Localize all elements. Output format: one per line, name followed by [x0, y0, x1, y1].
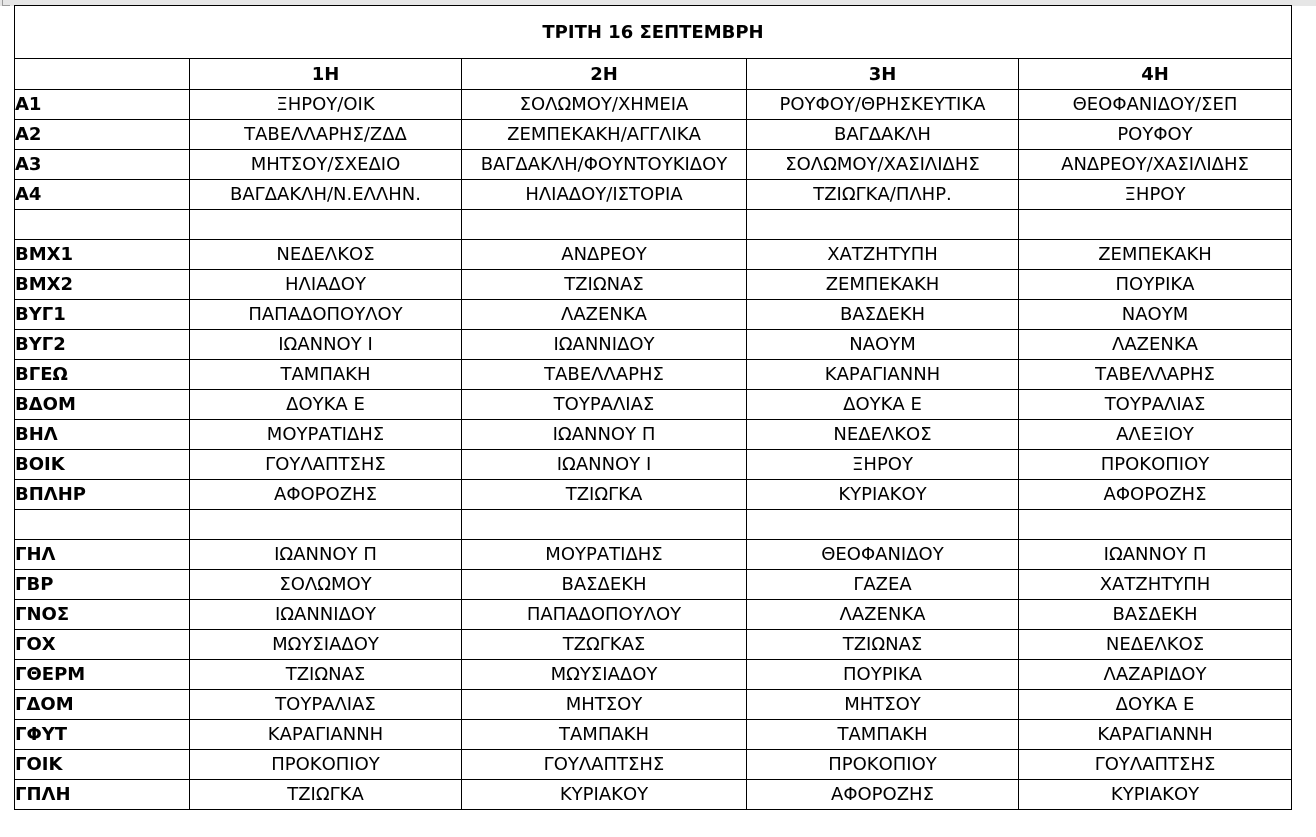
period-cell: ΡΟΥΦΟΥ/ΘΡΗΣΚΕΥΤΙΚΑ [747, 90, 1019, 120]
header-cell-period-4: 4Η [1019, 59, 1292, 90]
period-cell: ΤΖΙΩΝΑΣ [462, 270, 747, 300]
table-row [15, 450, 1292, 480]
period-cell: ΤΖΙΩΓΚΑ/ΠΛΗΡ. [747, 180, 1019, 210]
period-cell: ΙΩΑΝΝΟΥ Ι [190, 330, 462, 360]
empty-cell [15, 510, 190, 540]
header-cell-period-3: 3Η [747, 59, 1019, 90]
class-cell: ΓΦΥΤ [15, 720, 190, 750]
period-cell: ΛΑΖΕΝΚΑ [462, 300, 747, 330]
table-row [15, 180, 1292, 210]
empty-cell [462, 210, 747, 240]
period-cell: ΝΑΟΥΜ [1019, 300, 1292, 330]
period-cell: ΤΖΩΓΚΑΣ [462, 630, 747, 660]
period-cell: ΙΩΑΝΝΟΥ Π [462, 420, 747, 450]
period-cell: ΑΦΟΡΟΖΗΣ [747, 780, 1019, 810]
class-cell: Α1 [15, 90, 190, 120]
period-cell: ΚΑΡΑΓΙΑΝΝΗ [747, 360, 1019, 390]
spacer-row [15, 510, 1292, 540]
schedule-title: ΤΡΙΤΗ 16 ΣΕΠΤΕΜΒΡΗ [15, 6, 1292, 59]
period-cell: ΤΟΥΡΑΛΙΑΣ [190, 690, 462, 720]
class-cell: ΒΥΓ1 [15, 300, 190, 330]
period-cell: ΘΕΟΦΑΝΙΔΟΥ [747, 540, 1019, 570]
class-cell: ΒΜΧ2 [15, 270, 190, 300]
period-cell: ΤΖΙΩΓΚΑ [190, 780, 462, 810]
table-row [15, 750, 1292, 780]
table-row [15, 120, 1292, 150]
period-cell: ΙΩΑΝΝΙΔΟΥ [462, 330, 747, 360]
period-cell: ΠΡΟΚΟΠΙΟΥ [747, 750, 1019, 780]
table-row [15, 270, 1292, 300]
header-cell-class [15, 59, 190, 90]
table-row [15, 780, 1292, 810]
period-cell: ΚΥΡΙΑΚΟΥ [1019, 780, 1292, 810]
class-cell: ΒΜΧ1 [15, 240, 190, 270]
period-cell: ΧΑΤΖΗΤΥΠΗ [1019, 570, 1292, 600]
period-cell: ΔΟΥΚΑ Ε [1019, 690, 1292, 720]
period-cell: ΤΑΜΠΑΚΗ [190, 360, 462, 390]
period-cell: ΙΩΑΝΝΟΥ Π [190, 540, 462, 570]
table-row [15, 540, 1292, 570]
table-row [15, 630, 1292, 660]
period-cell: ΖΕΜΠΕΚΑΚΗ/ΑΓΓΛΙΚΑ [462, 120, 747, 150]
table-row [15, 660, 1292, 690]
period-cell: ΤΑΜΠΑΚΗ [747, 720, 1019, 750]
period-cell: ΜΩΥΣΙΑΔΟΥ [462, 660, 747, 690]
class-cell: ΒΥΓ2 [15, 330, 190, 360]
class-cell: ΓΗΛ [15, 540, 190, 570]
period-cell: ΙΩΑΝΝΟΥ Π [1019, 540, 1292, 570]
period-cell: ΤΖΙΩΓΚΑ [462, 480, 747, 510]
period-cell: ΣΟΛΩΜΟΥ [190, 570, 462, 600]
period-cell: ΝΕΔΕΛΚΟΣ [190, 240, 462, 270]
period-cell: ΓΑΖΕΑ [747, 570, 1019, 600]
period-cell: ΑΦΟΡΟΖΗΣ [190, 480, 462, 510]
table-row [15, 690, 1292, 720]
period-cell: ΠΡΟΚΟΠΙΟΥ [190, 750, 462, 780]
table-row [15, 150, 1292, 180]
period-cell: ΒΑΣΔΕΚΗ [462, 570, 747, 600]
table-row [15, 420, 1292, 450]
period-cell: ΓΟΥΛΑΠΤΣΗΣ [190, 450, 462, 480]
class-cell: ΓΝΟΣ [15, 600, 190, 630]
period-cell: ΜΩΥΣΙΑΔΟΥ [190, 630, 462, 660]
period-cell: ΠΟΥΡΙΚΑ [1019, 270, 1292, 300]
period-cell: ΠΡΟΚΟΠΙΟΥ [1019, 450, 1292, 480]
period-cell: ΒΑΓΔΑΚΛΗ/Ν.ΕΛΛΗΝ. [190, 180, 462, 210]
table-row [15, 330, 1292, 360]
period-cell: ΙΩΑΝΝΙΔΟΥ [190, 600, 462, 630]
period-cell: ΑΛΕΞΙΟΥ [1019, 420, 1292, 450]
empty-cell [1019, 210, 1292, 240]
header-cell-period-1: 1Η [190, 59, 462, 90]
table-move-handle-icon[interactable] [2, 0, 10, 6]
period-cell: ΛΑΖΑΡΙΔΟΥ [1019, 660, 1292, 690]
class-cell: Α2 [15, 120, 190, 150]
period-cell: ΤΖΙΩΝΑΣ [190, 660, 462, 690]
class-cell: ΓΘΕΡΜ [15, 660, 190, 690]
period-cell: ΤΑΜΠΑΚΗ [462, 720, 747, 750]
period-cell: ΚΥΡΙΑΚΟΥ [462, 780, 747, 810]
table-row [15, 720, 1292, 750]
period-cell: ΤΑΒΕΛΛΑΡΗΣ/ΖΔΔ [190, 120, 462, 150]
period-cell: ΗΛΙΑΔΟΥ/ΙΣΤΟΡΙΑ [462, 180, 747, 210]
title-row [15, 6, 1292, 59]
period-cell: ΤΖΙΩΝΑΣ [747, 630, 1019, 660]
spacer-row [15, 210, 1292, 240]
period-cell: ΜΗΤΣΟΥ [462, 690, 747, 720]
period-cell: ΒΑΓΔΑΚΛΗ [747, 120, 1019, 150]
period-cell: ΖΕΜΠΕΚΑΚΗ [747, 270, 1019, 300]
period-cell: ΑΦΟΡΟΖΗΣ [1019, 480, 1292, 510]
period-cell: ΧΑΤΖΗΤΥΠΗ [747, 240, 1019, 270]
period-cell: ΤΟΥΡΑΛΙΑΣ [462, 390, 747, 420]
empty-cell [1019, 510, 1292, 540]
header-cell-period-2: 2Η [462, 59, 747, 90]
class-cell: ΓΠΛΗ [15, 780, 190, 810]
period-cell: ΓΟΥΛΑΠΤΣΗΣ [462, 750, 747, 780]
period-cell: ΠΟΥΡΙΚΑ [747, 660, 1019, 690]
table-row [15, 390, 1292, 420]
class-cell: ΒΓΕΩ [15, 360, 190, 390]
period-cell: ΣΟΛΩΜΟΥ/ΧΑΣΙΛΙΔΗΣ [747, 150, 1019, 180]
period-cell: ΑΝΔΡΕΟΥ/ΧΑΣΙΛΙΔΗΣ [1019, 150, 1292, 180]
period-cell: ΝΕΔΕΛΚΟΣ [1019, 630, 1292, 660]
class-cell: ΒΠΛΗΡ [15, 480, 190, 510]
table-row [15, 570, 1292, 600]
table-row [15, 600, 1292, 630]
period-cell: ΞΗΡΟΥ [747, 450, 1019, 480]
period-cell: ΠΑΠΑΔΟΠΟΥΛΟΥ [462, 600, 747, 630]
period-cell: ΤΑΒΕΛΛΑΡΗΣ [462, 360, 747, 390]
period-cell: ΤΟΥΡΑΛΙΑΣ [1019, 390, 1292, 420]
period-cell: ΔΟΥΚΑ Ε [190, 390, 462, 420]
period-cell: ΑΝΔΡΕΟΥ [462, 240, 747, 270]
period-cell: ΔΟΥΚΑ Ε [747, 390, 1019, 420]
table-row [15, 90, 1292, 120]
period-cell: ΞΗΡΟΥ [1019, 180, 1292, 210]
period-cell: ΗΛΙΑΔΟΥ [190, 270, 462, 300]
period-cell: ΖΕΜΠΕΚΑΚΗ [1019, 240, 1292, 270]
period-cell: ΜΟΥΡΑΤΙΔΗΣ [190, 420, 462, 450]
empty-cell [747, 210, 1019, 240]
class-cell: Α4 [15, 180, 190, 210]
period-cell: ΜΗΤΣΟΥ/ΣΧΕΔΙΟ [190, 150, 462, 180]
period-cell: ΘΕΟΦΑΝΙΔΟΥ/ΣΕΠ [1019, 90, 1292, 120]
class-cell: ΓΒΡ [15, 570, 190, 600]
table-row [15, 240, 1292, 270]
table-row [15, 300, 1292, 330]
class-cell: ΒΔΟΜ [15, 390, 190, 420]
period-cell: ΣΟΛΩΜΟΥ/ΧΗΜΕΙΑ [462, 90, 747, 120]
header-row [15, 59, 1292, 90]
class-cell: ΒΟΙΚ [15, 450, 190, 480]
period-cell: ΚΥΡΙΑΚΟΥ [747, 480, 1019, 510]
empty-cell [15, 210, 190, 240]
period-cell: ΝΕΔΕΛΚΟΣ [747, 420, 1019, 450]
empty-cell [747, 510, 1019, 540]
period-cell: ΛΑΖΕΝΚΑ [1019, 330, 1292, 360]
period-cell: ΜΟΥΡΑΤΙΔΗΣ [462, 540, 747, 570]
class-cell: ΓΟΙΚ [15, 750, 190, 780]
period-cell: ΝΑΟΥΜ [747, 330, 1019, 360]
period-cell: ΜΗΤΣΟΥ [747, 690, 1019, 720]
period-cell: ΞΗΡΟΥ/ΟΙΚ [190, 90, 462, 120]
empty-cell [190, 210, 462, 240]
empty-cell [462, 510, 747, 540]
table-row [15, 360, 1292, 390]
table-row [15, 480, 1292, 510]
class-cell: ΒΗΛ [15, 420, 190, 450]
period-cell: ΒΑΓΔΑΚΛΗ/ΦΟΥΝΤΟΥΚΙΔΟΥ [462, 150, 747, 180]
period-cell: ΠΑΠΑΔΟΠΟΥΛΟΥ [190, 300, 462, 330]
period-cell: ΙΩΑΝΝΟΥ Ι [462, 450, 747, 480]
period-cell: ΓΟΥΛΑΠΤΣΗΣ [1019, 750, 1292, 780]
period-cell: ΛΑΖΕΝΚΑ [747, 600, 1019, 630]
class-cell: ΓΔΟΜ [15, 690, 190, 720]
class-cell: Α3 [15, 150, 190, 180]
period-cell: ΚΑΡΑΓΙΑΝΝΗ [1019, 720, 1292, 750]
schedule-table [14, 5, 1292, 810]
period-cell: ΒΑΣΔΕΚΗ [747, 300, 1019, 330]
empty-cell [190, 510, 462, 540]
period-cell: ΒΑΣΔΕΚΗ [1019, 600, 1292, 630]
period-cell: ΡΟΥΦΟΥ [1019, 120, 1292, 150]
class-cell: ΓΟΧ [15, 630, 190, 660]
period-cell: ΚΑΡΑΓΙΑΝΝΗ [190, 720, 462, 750]
period-cell: ΤΑΒΕΛΛΑΡΗΣ [1019, 360, 1292, 390]
